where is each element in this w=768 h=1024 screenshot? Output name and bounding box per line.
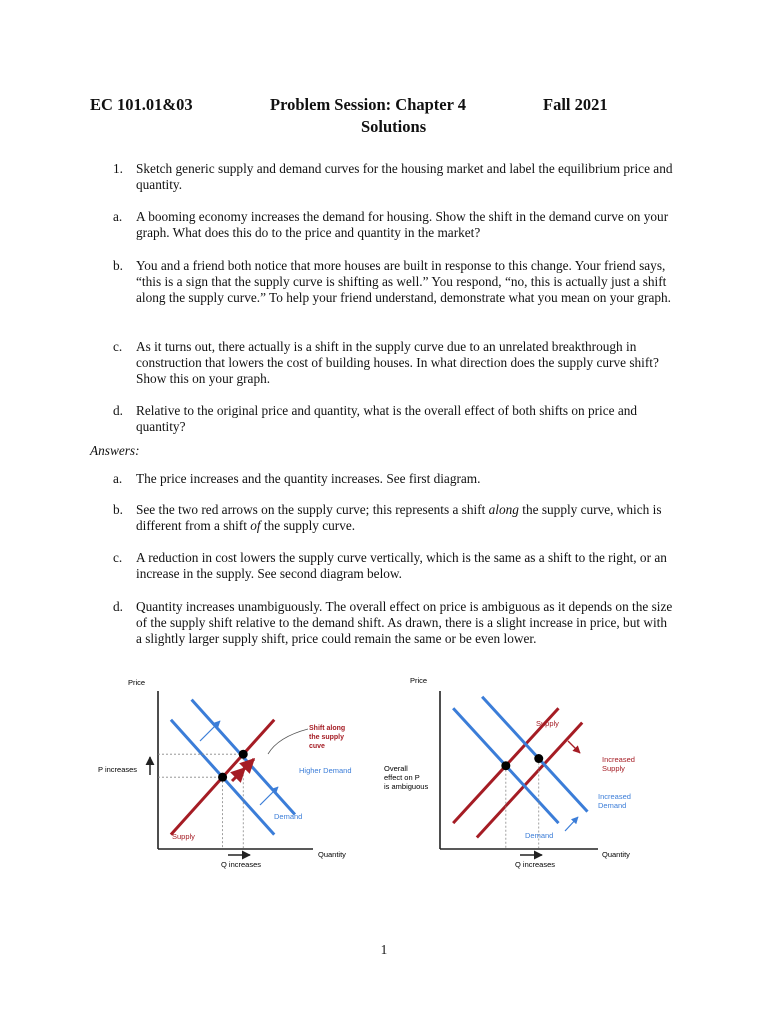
answer-emphasis: of xyxy=(250,518,261,533)
question-a xyxy=(113,209,673,241)
x-axis-label: Quantity xyxy=(602,850,630,859)
term: Fall 2021 xyxy=(543,95,608,114)
question-text: As it turns out, there actually is a shift in the supply curve due to an unrelated breakthrough in construction that lowers the cost of building houses. In what direction does the supply curve shift? Show this on your graph. xyxy=(136,339,659,386)
equilibrium-point xyxy=(218,773,227,782)
label-line: Overall xyxy=(384,764,408,773)
demand-label: Demand xyxy=(525,831,554,840)
answer-text: Quantity increases unambiguously. The overall effect on price is ambiguous as it depends on the size of the supply shift relative to the demand shift. As drawn, there is a slight increase in price, but with a slightly larger supply shift, price could remain the same or be even lower. xyxy=(136,599,673,646)
answer-label: b. xyxy=(113,502,123,517)
series-line-3 xyxy=(482,697,587,812)
question-b xyxy=(113,258,673,306)
answer-text-part: See the two red arrows on the supply curve; this represents a shift xyxy=(136,502,489,517)
y-axis-label: Price xyxy=(410,676,428,685)
answer-text: A reduction in cost lowers the supply curve vertically, which is the same as a shift to the right, or an increase in the supply. See second diagram below. xyxy=(136,550,667,581)
question-c xyxy=(113,339,673,387)
label-line: cuve xyxy=(309,743,325,750)
question-label: a. xyxy=(113,209,123,224)
label-line: is ambiguous xyxy=(384,782,429,791)
question-label: b. xyxy=(113,258,123,273)
page-number: 1 xyxy=(380,942,388,957)
answer-label: a. xyxy=(113,471,123,486)
equilibrium-point xyxy=(239,750,248,759)
answer-d xyxy=(113,599,673,647)
answer-text xyxy=(136,502,673,534)
document-title: Problem Session: Chapter 4 xyxy=(270,95,467,114)
answer-emphasis: along xyxy=(488,502,519,517)
question-text: Relative to the original price and quantity, what is the overall effect of both shifts on price and quantity? xyxy=(136,403,638,434)
supply-shift-arrow xyxy=(568,741,580,753)
question-text: A booming economy increases the demand for housing. Show the shift in the demand curve on your graph. What does this do to the price and quantity in the market? xyxy=(136,209,669,240)
label-line: the supply xyxy=(309,734,345,741)
label-line: Increased xyxy=(602,755,635,764)
label-pointer xyxy=(268,729,308,754)
chart-supply-shift xyxy=(380,669,655,879)
answer-c xyxy=(113,550,673,582)
document-subtitle: Solutions xyxy=(361,117,427,136)
answer-a xyxy=(113,471,673,487)
answer-text-part: the supply curve. xyxy=(260,518,356,533)
answers-heading: Answers: xyxy=(90,443,140,458)
answer-b xyxy=(113,502,673,534)
equilibrium-point xyxy=(534,754,543,763)
supply-label: Supply xyxy=(172,832,195,841)
equilibrium-point xyxy=(501,761,510,770)
q-increase-label: Q increases xyxy=(515,860,556,869)
label-line: Supply xyxy=(602,764,625,773)
x-axis-label: Quantity xyxy=(318,850,346,859)
p-increase-label: P increases xyxy=(98,765,138,774)
increased-supply-label xyxy=(602,755,635,773)
answer-text: The price increases and the quantity increases. See first diagram. xyxy=(136,471,481,486)
answer-label: c. xyxy=(113,550,123,565)
answer-label: d. xyxy=(113,599,123,614)
question-text: You and a friend both notice that more houses are built in response to this change. Your friend says, “this is a sign that the supply curve is shifting as well.” You respond, “no, this is actually just a shift along the supply curve.” To help your friend understand, demonstrate what you mean on your graph. xyxy=(136,258,671,305)
answer-text-part: the supply curve, which is different from a shift xyxy=(136,502,662,533)
question-label: d. xyxy=(113,403,123,418)
course-code: EC 101.01&03 xyxy=(90,95,193,114)
demand-shift-arrow xyxy=(200,721,220,741)
demand-label: Demand xyxy=(274,812,303,821)
label-line: Increased xyxy=(598,792,631,801)
demand-shift-arrow xyxy=(260,787,278,805)
chart-demand-shift xyxy=(88,669,358,879)
label-line: effect on P xyxy=(384,773,420,782)
question-label: 1. xyxy=(113,161,123,176)
question-text: Sketch generic supply and demand curves for the housing market and label the equilibrium price and quantity. xyxy=(136,161,673,192)
demand-shift-arrow xyxy=(565,817,578,831)
higher-demand-label xyxy=(299,766,352,775)
q-increase-label: Q increases xyxy=(221,860,262,869)
question-1 xyxy=(113,161,673,193)
supply-label: Supply xyxy=(536,719,559,728)
label-line: Demand xyxy=(598,801,627,810)
question-d xyxy=(113,403,673,435)
shift-along-label xyxy=(309,725,345,750)
label-line: Higher Demand xyxy=(299,766,352,775)
label-line: Shift along xyxy=(309,725,346,732)
y-axis-label: Price xyxy=(128,678,146,687)
overall-effect-label xyxy=(384,764,428,791)
question-label: c. xyxy=(113,339,123,354)
increased-demand-label xyxy=(598,792,631,810)
